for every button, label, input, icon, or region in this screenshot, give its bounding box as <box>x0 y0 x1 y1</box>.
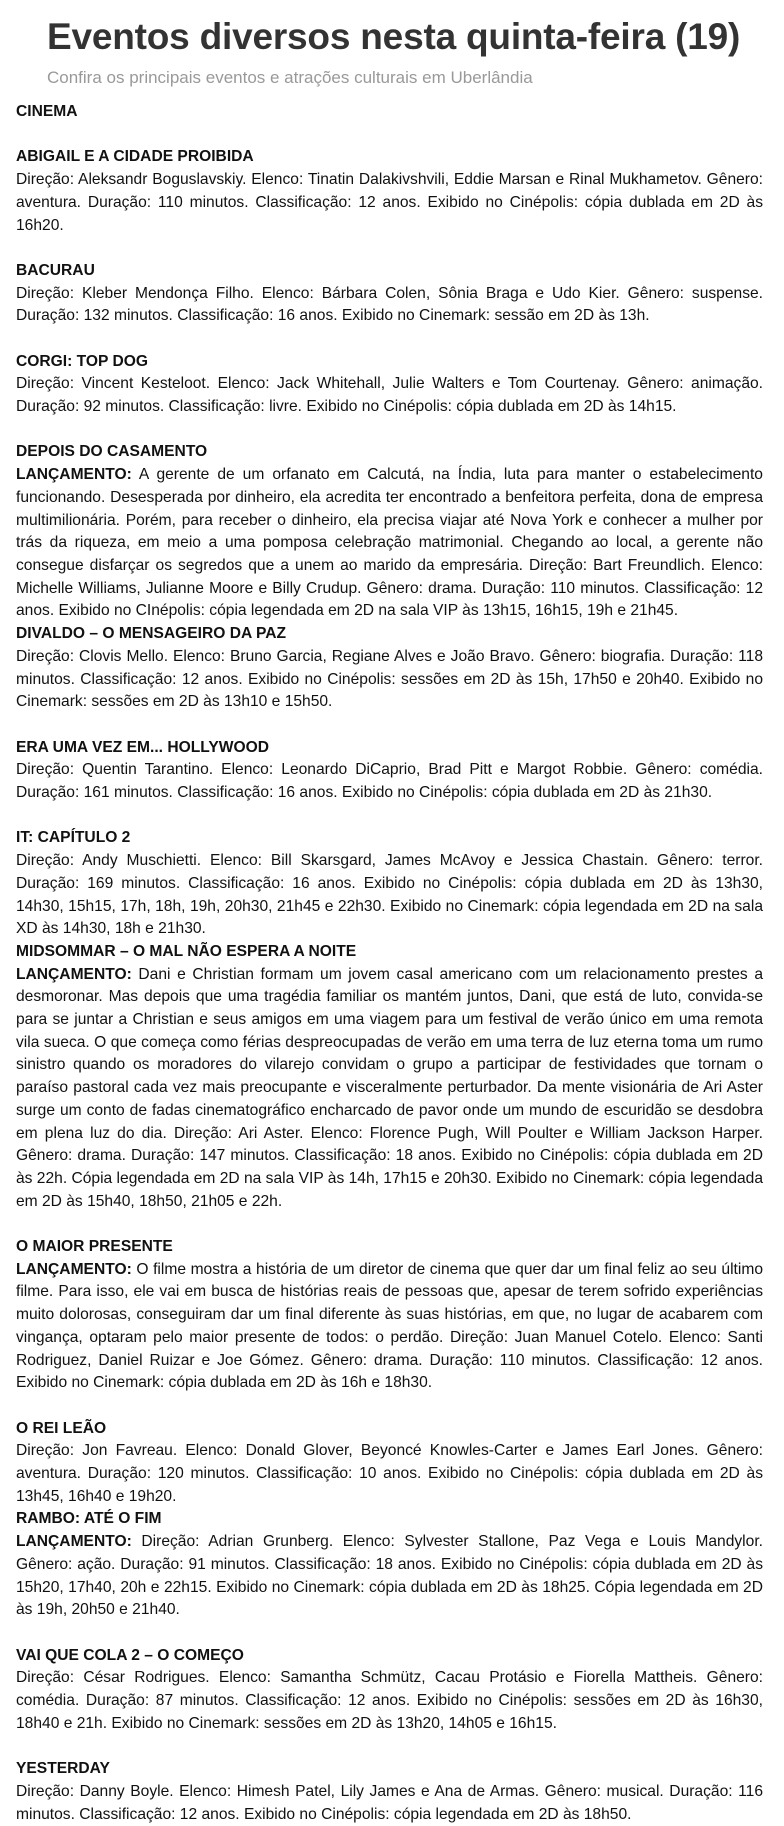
launch-label: LANÇAMENTO: <box>16 466 132 484</box>
movie-description: LANÇAMENTO: O filme mostra a história de um diretor de cinema que quer dar um final feliz ao seu último filme. Para isso, ele vai em busca de histórias reais de pessoas que, apesar de terem sofrido experiências muito dolorosas, conseguiram dar um final diferente às suas histórias, em que, no lugar de acabarem com vingança, optaram pelo maior presente de todos: o perdão. Direção: Juan Manuel Cotelo. Elenco: Santi Rodriguez, Daniel Ruizar e Joe Gómez. Gênero: drama. Duração: 110 minutos. Classificação: 12 anos. Exibido no Cinemark: cópia dublada em 2D às 16h e 18h30. <box>16 1260 763 1392</box>
page-subtitle: Confira os principais eventos e atrações culturais em Uberlândia <box>47 68 533 87</box>
movie-title: BACURAU <box>16 261 95 279</box>
movie-description: Direção: Kleber Mendonça Filho. Elenco: Bárbara Colen, Sônia Braga e Udo Kier. Gênero: suspense. Duração: 132 minutos. Classificação: 16 anos. Exibido no Cinemark: sessão em 2D às 13h. <box>16 284 763 325</box>
launch-label: LANÇAMENTO: <box>16 1533 132 1551</box>
movie-title: O MAIOR PRESENTE <box>16 1238 173 1256</box>
movie-description: Direção: Clovis Mello. Elenco: Bruno Garcia, Regiane Alves e João Bravo. Gênero: biografia. Duração: 118 minutos. Classificação: 12 anos. Exibido no Cinépolis: sessões em 2D às 15h, 17h50 e 20h40. Exibido no Cinemark: sessões em 2D às 13h10 e 15h50. <box>16 647 763 711</box>
launch-label: LANÇAMENTO: <box>16 965 132 983</box>
movie-title: O REI LEÃO <box>16 1419 107 1437</box>
movie-title: IT: CAPÍTULO 2 <box>16 829 131 847</box>
launch-label: LANÇAMENTO: <box>16 1260 132 1278</box>
movie-description: LANÇAMENTO: Direção: Adrian Grunberg. Elenco: Sylvester Stallone, Paz Vega e Louis Mandylor. Gênero: ação. Duração: 91 minutos. Classificação: 18 anos. Exibido no Cinépolis: cópia dublada em 2D às 15h20, 17h40, 20h e 22h15. Exibido no Cinemark: cópia dublada em 2D às 18h25. Cópia legendada em 2D às 19h, 20h50 e 21h40. <box>16 1533 763 1619</box>
movie-title: ERA UMA VEZ EM... HOLLYWOOD <box>16 738 269 756</box>
movie-description: Direção: Quentin Tarantino. Elenco: Leonardo DiCaprio, Brad Pitt e Margot Robbie. Gênero: comédia. Duração: 161 minutos. Classificação: 16 anos. Exibido no Cinépolis: cópia dublada em 2D às 21h30. <box>16 761 763 802</box>
movie-title: ABIGAIL E A CIDADE PROIBIDA <box>16 148 254 166</box>
movie-description: Direção: Jon Favreau. Elenco: Donald Glover, Beyoncé Knowles-Carter e James Earl Jones. Gênero: aventura. Duração: 120 minutos. Classificação: 10 anos. Exibido no Cinépolis: cópia dublada em 2D às 13h45, 16h40 e 19h20. <box>16 1442 763 1505</box>
movie-title: VAI QUE COLA 2 – O COMEÇO <box>16 1646 244 1664</box>
movie-description: Direção: Andy Muschietti. Elenco: Bill Skarsgard, James McAvoy e Jessica Chastain. Gênero: terror. Duração: 169 minutos. Classificação: 16 anos. Exibido no Cinépolis: cópia dublada em 2D às 13h30, 14h30, 15h15, 17h, 18h, 19h, 20h30, 21h45 e 22h30. Exibido no Cinemark: cópia legendada em 2D na sala XD às 14h30, 18h e 21h30. <box>16 852 763 938</box>
movie-title: YESTERDAY <box>16 1760 110 1778</box>
movie-description: Direção: Aleksandr Boguslavskiy. Elenco: Tinatin Dalakivshvili, Eddie Marsan e Rinal Mukhametov. Gênero: aventura. Duração: 110 minutos. Classificação: 12 anos. Exibido no Cinépolis: cópia dublada em 2D às 16h20. <box>16 171 763 234</box>
article-body <box>16 101 763 1826</box>
movie-description: Direção: Danny Boyle. Elenco: Himesh Patel, Lily James e Ana de Armas. Gênero: musical. Duração: 116 minutos. Classificação: 12 anos. Exibido no Cinépolis: cópia legendada em 2D às 18h50. <box>16 1782 763 1823</box>
movie-title: DIVALDO – O MENSAGEIRO DA PAZ <box>16 625 287 643</box>
movie-title: MIDSOMMAR – O MAL NÃO ESPERA A NOITE <box>16 942 357 960</box>
page-title: Eventos diversos nesta quinta-feira (19) <box>47 16 741 57</box>
movie-description: LANÇAMENTO: A gerente de um orfanato em Calcutá, na Índia, luta para manter o estabelecimento funcionando. Desesperada por dinheiro, ela acredita ter encontrado a benfeitora perfeita, dona de empresa multimilionária. Porém, para receber o dinheiro, ela precisa viajar até Nova York e conhecer a mulher por trás da riqueza, em meio a uma pomposa celebração matrimonial. Chegando ao local, a gerente não consegue disfarçar os segredos que a unem ao marido da empresária. Direção: Bart Freundlich. Elenco: Michelle Williams, Julianne Moore e Billy Crudup. Gênero: drama. Duração: 110 minutos. Classificação: 12 anos. Exibido no CInépolis: cópia legendada em 2D na sala VIP às 13h15, 16h15, 19h e 21h45. <box>16 466 763 620</box>
movie-description: Direção: Vincent Kesteloot. Elenco: Jack Whitehall, Julie Walters e Tom Courtenay. Gênero: animação. Duração: 92 minutos. Classificação: livre. Exibido no Cinépolis: cópia dublada em 2D às 14h15. <box>16 375 763 416</box>
movie-title: CORGI: TOP DOG <box>16 352 148 370</box>
movie-title: DEPOIS DO CASAMENTO <box>16 443 208 461</box>
movie-description: LANÇAMENTO: Dani e Christian formam um jovem casal americano com um relacionamento prestes a desmoronar. Mas depois que uma tragédia familiar os mantém juntos, Dani, que está de luto, convida-se para se juntar a Christian e seus amigos em uma viagem para um festival de verão único em uma remota vila sueca. O que começa como férias despreocupadas de verão em uma terra de luz eterna toma um rumo sinistro quando os moradores do vilarejo convidam o grupo a participar de festividades que tornam o paraíso pastoral cada vez mais preocupante e visceralmente perturbador. Da mente visionária de Ari Aster surge um conto de fadas cinematográfico encharcado de pavor onde um mundo de escuridão se desdobra em plena luz do dia. Direção: Ari Aster. Elenco: Florence Pugh, Will Poulter e William Jackson Harper. Gênero: drama. Duração: 147 minutos. Classificação: 18 anos. Exibido no Cinépolis: cópia dublada em 2D às 22h. Cópia legendada em 2D na sala VIP às 14h, 17h15 e 20h30. Exibido no Cinemark: cópia legendada em 2D às 15h40, 18h50, 21h05 e 22h. <box>16 965 764 1210</box>
section-heading: CINEMA <box>16 103 78 120</box>
movie-description: Direção: César Rodrigues. Elenco: Samantha Schmütz, Cacau Protásio e Fiorella Mattheis. Gênero: comédia. Duração: 87 minutos. Classificação: 12 anos. Exibido no Cinépolis: sessões em 2D às 16h30, 18h40 e 21h. Exibido no Cinemark: sessões em 2D às 13h20, 14h05 e 16h15. <box>16 1669 763 1732</box>
movie-title: RAMBO: ATÉ O FIM <box>16 1510 162 1528</box>
